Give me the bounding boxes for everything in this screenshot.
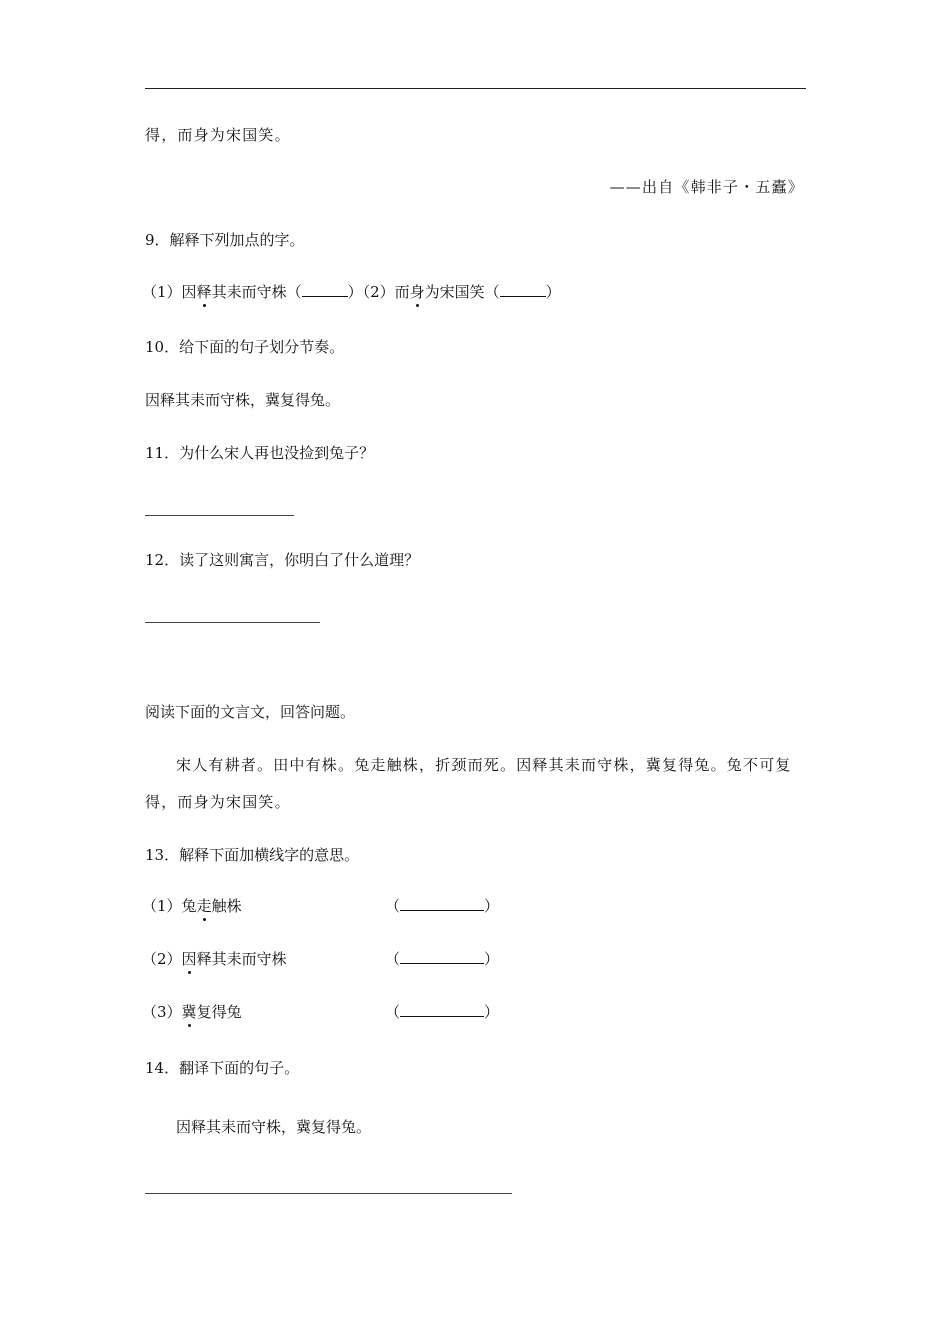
reading-intro: 阅读下面的文言文，回答问题。 [145,703,356,721]
q13-item2-dotted-char: 因 [181,950,197,968]
q13-item3-dotted-char: 冀 [181,1003,197,1021]
source-citation: ——出自《韩非子・五蠹》 [609,178,804,196]
question-9-title: 9．解释下列加点的字。 [145,231,305,249]
q13-item1-close: ） [484,897,500,915]
header-rule [145,88,806,89]
question-11-answer-line[interactable] [145,515,294,516]
q13-item1-blank[interactable] [400,896,484,911]
q13-item2-suffix: 释其耒而守株 [196,950,287,968]
q9-item2-dotted-char: 身 [409,283,425,301]
q13-item3-suffix: 复得兔 [196,1003,242,1021]
q9-item2-blank[interactable] [500,282,546,297]
question-14-sentence: 因释其耒而守株，冀复得兔。 [176,1118,372,1136]
q13-item1-answer [385,896,499,916]
q9-item1-close: ） [347,283,363,301]
question-12-title: 12．读了这则寓言，你明白了什么道理？ [145,551,420,569]
question-11-title: 11．为什么宋人再也没捡到兔子？ [145,444,375,462]
q13-item1-dotted-char: 走 [196,897,212,915]
q13-item2-open: （ [385,950,401,968]
q9-item1-prefix: （1）因 [142,283,197,301]
q13-item-2 [142,949,287,969]
q13-item1-prefix: （1）兔 [142,897,197,915]
question-14-answer-line[interactable] [145,1193,512,1194]
q13-item1-suffix: 触株 [211,897,242,915]
q9-item1-suffix: 其耒而守株（ [211,283,302,301]
q13-item2-answer [385,949,499,969]
q13-item1-open: （ [385,897,401,915]
q13-item-1 [142,896,242,916]
passage-continuation: 得，而身为宋国笑。 [145,126,291,144]
q9-item2-suffix: 为宋国笑（ [424,283,500,301]
q9-item2-close: ） [545,283,561,301]
q13-item3-open: （ [385,1003,401,1021]
q13-item3-close: ） [484,1003,500,1021]
reading-passage-line-1: 宋人有耕者。田中有株。兔走触株，折颈而死。因释其耒而守株，冀复得兔。兔不可复 [176,756,792,774]
question-10-title: 10．给下面的句子划分节奏。 [145,338,345,356]
q13-item3-blank[interactable] [400,1002,484,1017]
question-10-sentence: 因释其耒而守株，冀复得兔。 [145,391,341,409]
q9-item1-dotted-char: 释 [196,283,212,301]
question-13-title: 13．解释下面加横线字的意思。 [145,846,360,864]
q13-item2-blank[interactable] [400,949,484,964]
q13-item3-prefix: （3） [142,1003,182,1021]
question-12-answer-line[interactable] [145,622,320,623]
reading-passage-line-2: 得，而身为宋国笑。 [145,793,291,811]
q13-item-3 [142,1002,242,1022]
q13-item2-prefix: （2） [142,950,182,968]
question-9-items [142,282,561,302]
question-14-title: 14．翻译下面的句子。 [145,1059,300,1077]
q9-item1-blank[interactable] [302,282,348,297]
q9-item2-prefix: （2）而 [362,283,410,301]
q13-item3-answer [385,1002,499,1022]
q13-item2-close: ） [484,950,500,968]
